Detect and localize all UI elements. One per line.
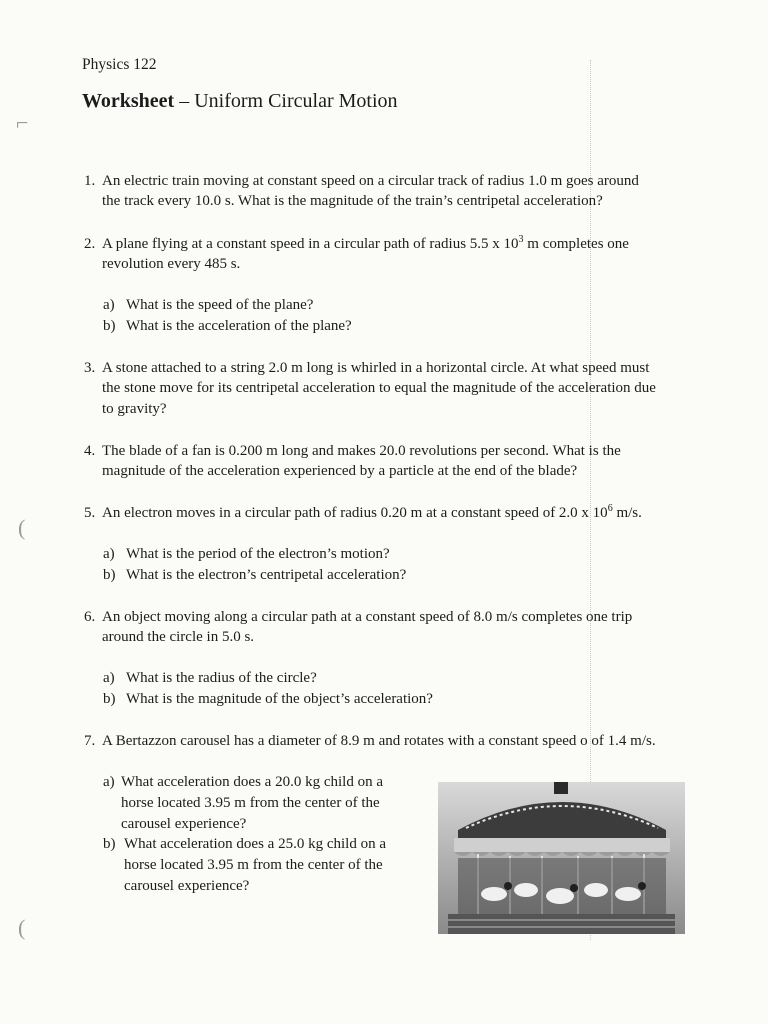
q2-line2: revolution every 485 s.	[102, 256, 241, 272]
q6-line2: around the circle in 5.0 s.	[102, 629, 255, 645]
q7b-text-2: horse located 3.95 m from the center of the	[124, 857, 383, 873]
q7a-label: a)	[103, 774, 115, 790]
q1-line1: An electric train moving at constant speed on a circular track of radius 1.0 m goes around	[102, 173, 639, 189]
q6a-label: a)	[103, 670, 115, 686]
q5-number: 5.	[84, 505, 96, 521]
q1-number: 1.	[84, 173, 96, 189]
q2b-text: What is the acceleration of the plane?	[126, 318, 352, 334]
carousel-photo-icon	[438, 782, 685, 934]
scan-mark-top: ⌐	[16, 110, 29, 135]
q3-line2: the stone move for its centripetal acceleration to equal the magnitude of the acceleration due	[102, 380, 656, 396]
q6-number: 6.	[84, 609, 96, 625]
q7b-text-3: carousel experience?	[124, 878, 250, 894]
course-label: Physics 122	[82, 56, 157, 73]
worksheet-title	[82, 90, 398, 113]
q6b-label: b)	[103, 691, 116, 707]
q2-number: 2.	[84, 236, 96, 252]
title-rest: – Uniform Circular Motion	[174, 90, 398, 112]
q7a-text-3: carousel experience?	[121, 816, 247, 832]
q2a-label: a)	[103, 297, 115, 313]
q6b-text: What is the magnitude of the object’s acceleration?	[126, 691, 433, 707]
q5b-label: b)	[103, 567, 116, 583]
title-bold: Worksheet	[82, 90, 175, 112]
q5a-text: What is the period of the electron’s motion?	[126, 546, 390, 562]
q5b-text: What is the electron’s centripetal acceleration?	[126, 567, 407, 583]
q1-line2: the track every 10.0 s. What is the magnitude of the train’s centripetal acceleration?	[102, 193, 603, 209]
q7b-text-1: What acceleration does a 25.0 kg child on a	[124, 836, 386, 852]
q7b-label: b)	[103, 836, 116, 852]
scan-mark-bottom: (	[18, 915, 26, 940]
q2a-text: What is the speed of the plane?	[126, 297, 314, 313]
scan-mark-mid: (	[18, 515, 26, 540]
q3-number: 3.	[84, 360, 96, 376]
q6-line1: An object moving along a circular path at a constant speed of 8.0 m/s completes one trip	[102, 609, 633, 625]
q3-line1: A stone attached to a string 2.0 m long is whirled in a horizontal circle. At what speed must	[102, 360, 650, 376]
q7-number: 7.	[84, 733, 96, 749]
q2b-label: b)	[103, 318, 116, 334]
q4-line2: magnitude of the acceleration experienced by a particle at the end of the blade?	[102, 463, 578, 479]
q4-number: 4.	[84, 443, 96, 459]
q7a-text-2: horse located 3.95 m from the center of the	[121, 795, 380, 811]
q5-line1: An electron moves in a circular path of radius 0.20 m at a constant speed of 2.0 x $10^6$ m/s.	[102, 503, 642, 521]
q5a-label: a)	[103, 546, 115, 562]
q2-line1: A plane flying at a constant speed in a circular path of radius 5.5 x $10^3$ m completes one	[102, 234, 629, 252]
q7-line1: A Bertazzon carousel has a diameter of 8.9 m and rotates with a constant speed o of 1.4 m/s.	[102, 733, 656, 749]
q4-line1: The blade of a fan is 0.200 m long and makes 20.0 revolutions per second. What is the	[102, 443, 621, 459]
q7a-text-1: What acceleration does a 20.0 kg child on a	[121, 774, 383, 790]
q6a-text: What is the radius of the circle?	[126, 670, 317, 686]
q3-line3: to gravity?	[102, 401, 167, 417]
